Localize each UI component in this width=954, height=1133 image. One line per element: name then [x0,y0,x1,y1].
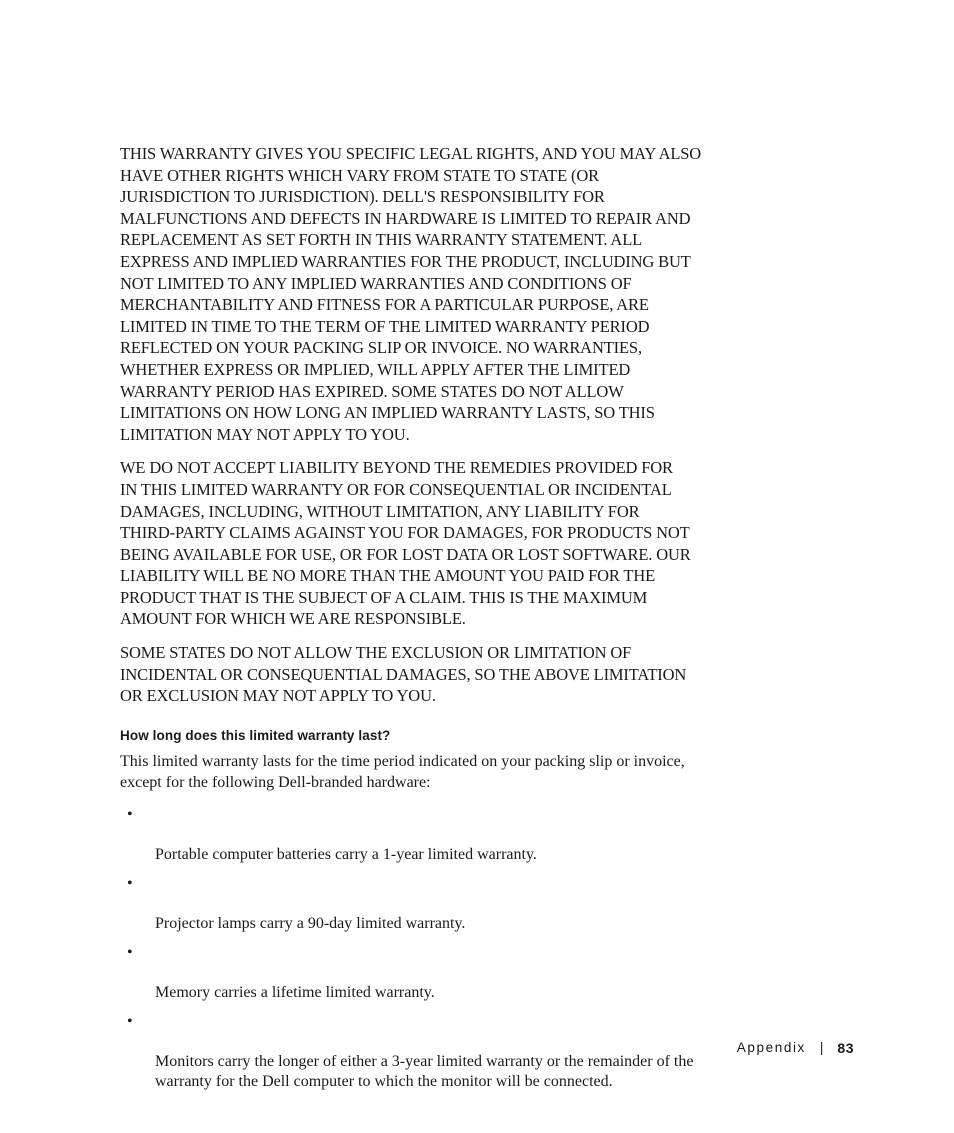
warranty-rights-paragraph: THIS WARRANTY GIVES YOU SPECIFIC LEGAL RIGHTS, AND YOU MAY ALSO HAVE OTHER RIGHTS WHICH VARY FROM STATE TO STATE (OR JURISDICTION TO JURISDICTION). DELL'S RESPONSIBILITY FOR MALFUNCTIONS AND DEFECTS IN HARDWARE IS LIMITED TO REPAIR AND REPLACEMENT AS SET FORTH IN THIS WARRANTY STATEMENT. ALL EXPRESS AND IMPLIED WARRANTIES FOR THE PRODUCT, INCLUDING BUT NOT LIMITED TO ANY IMPLIED WARRANTIES AND CONDITIONS OF MERCHANTABILITY AND FITNESS FOR A PARTICULAR PURPOSE, ARE LIMITED IN TIME TO THE TERM OF THE LIMITED WARRANTY PERIOD REFLECTED ON YOUR PACKING SLIP OR INVOICE. NO WARRANTIES, WHETHER EXPRESS OR IMPLIED, WILL APPLY AFTER THE LIMITED WARRANTY PERIOD HAS EXPIRED. SOME STATES DO NOT ALLOW LIMITATIONS ON HOW LONG AN IMPLIED WARRANTY LASTS, SO THIS LIMITATION MAY NOT APPLY TO YOU. [120,144,702,444]
list-item-text: Portable computer batteries carry a 1-year limited warranty. [155,845,537,863]
page-number: 83 [837,1040,854,1056]
hardware-list [120,805,760,1092]
list-item [120,1012,760,1092]
footer-section-name: Appendix [736,1040,806,1055]
list-item-text: Monitors carry the longer of either a 3-year limited warranty or the remainder of the warranty for the Dell computer to which the monitor will be connected. [155,1052,694,1090]
page-content [120,143,760,1101]
bullet-icon: • [127,943,133,961]
bullet-icon: • [127,874,133,892]
list-item-text: Projector lamps carry a 90-day limited warranty. [155,914,466,932]
list-item [120,943,760,1003]
section-heading: How long does this limited warranty last? [120,727,391,743]
liability-paragraph: WE DO NOT ACCEPT LIABILITY BEYOND THE REMEDIES PROVIDED FOR IN THIS LIMITED WARRANTY OR FOR CONSEQUENTIAL OR INCIDENTAL DAMAGES, INCLUDING, WITHOUT LIMITATION, ANY LIABILITY FOR THIRD-PARTY CLAIMS AGAINST YOU FOR DAMAGES, FOR PRODUCTS NOT BEING AVAILABLE FOR USE, OR FOR LOST DATA OR LOST SOFTWARE. OUR LIABILITY WILL BE NO MORE THAN THE AMOUNT YOU PAID FOR THE PRODUCT THAT IS THE SUBJECT OF A CLAIM. THIS IS THE MAXIMUM AMOUNT FOR WHICH WE ARE RESPONSIBLE. [120,458,691,629]
bullet-icon: • [127,805,133,823]
list-item [120,874,760,934]
section-intro: This limited warranty lasts for the time period indicated on your packing slip or invoice, except for the following Dell-branded hardware: [120,752,685,792]
exclusion-paragraph: SOME STATES DO NOT ALLOW THE EXCLUSION OR LIMITATION OF INCIDENTAL OR CONSEQUENTIAL DAMAGES, SO THE ABOVE LIMITATION OR EXCLUSION MAY NOT APPLY TO YOU. [120,643,687,706]
list-item-text: Memory carries a lifetime limited warranty. [155,983,435,1001]
bullet-icon: • [127,1012,133,1030]
page-footer [737,1038,854,1058]
footer-separator: | [819,1040,824,1055]
list-item [120,805,760,865]
